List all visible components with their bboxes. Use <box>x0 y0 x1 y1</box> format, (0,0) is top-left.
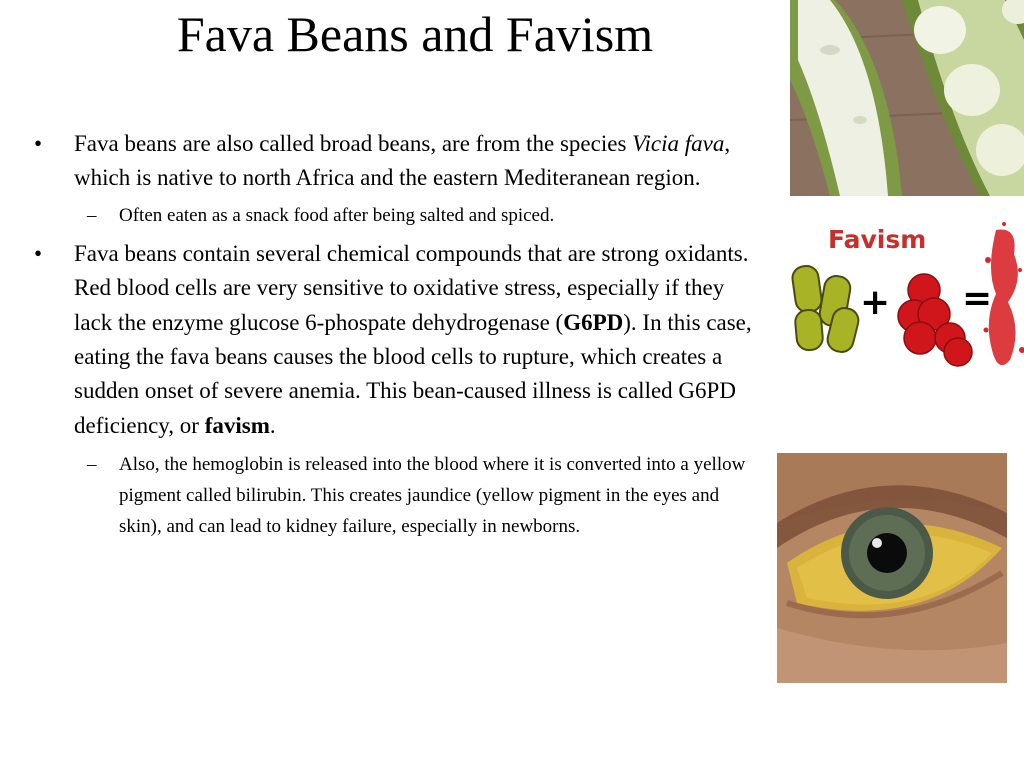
jaundice-eye-illustration <box>777 453 1007 683</box>
bullet-item <box>34 127 754 196</box>
g6pd-term: G6PD <box>563 309 624 335</box>
favism-term: favism <box>204 412 270 438</box>
sub-bullet-item <box>34 449 754 542</box>
sub-bullet-text: Also, the hemoglobin is released into the blood where it is converted into a yellow pigment called bilirubin. This creates jaundice (yellow pigment in the eyes and skin), and can lead to kidney failure, especially in newborns. <box>119 454 746 538</box>
slide-body <box>34 127 754 548</box>
slide-title: Fava Beans and Favism <box>176 6 654 62</box>
bullet-text: ). In this case, eating the fava beans causes the blood cells to rupture, which creates a sudden onset of severe anemia. This bean-caused illness is called G6PD deficiency, or <box>74 309 752 438</box>
sub-bullet-text: Often eaten as a snack food after being salted and spiced. <box>119 204 555 226</box>
jaundice-eye-photo <box>777 453 1007 683</box>
bullet-text: Fava beans contain several chemical compounds that are strong oxidants. Red blood cells are very sensitive to oxidative stress, especially if they lack the enzyme glucose 6-phospate dehydrogenase ( <box>74 240 749 335</box>
fava-pod-photo <box>790 0 1024 196</box>
sub-bullet-item <box>34 200 754 231</box>
species-name: Vicia fava <box>632 131 725 156</box>
sub-bullet-marker: – <box>87 454 97 476</box>
bullet-text: . <box>269 412 276 438</box>
favism-diagram <box>782 210 1024 378</box>
plus-sign: + <box>860 282 891 323</box>
sub-bullet-marker: – <box>87 204 97 226</box>
bullet-marker: • <box>34 240 43 266</box>
bullet-item <box>34 237 754 443</box>
bullet-text: , which is native to north Africa and the eastern Mediteranean region. <box>74 131 731 191</box>
bullet-marker: • <box>34 131 43 156</box>
favism-heading: Favism <box>828 225 927 254</box>
favism-diagram-illustration <box>782 210 1024 378</box>
bullet-text: Fava beans are also called broad beans, are from the species <box>74 131 633 156</box>
equals-sign: = <box>962 278 993 319</box>
fava-pod-illustration <box>790 0 1024 196</box>
